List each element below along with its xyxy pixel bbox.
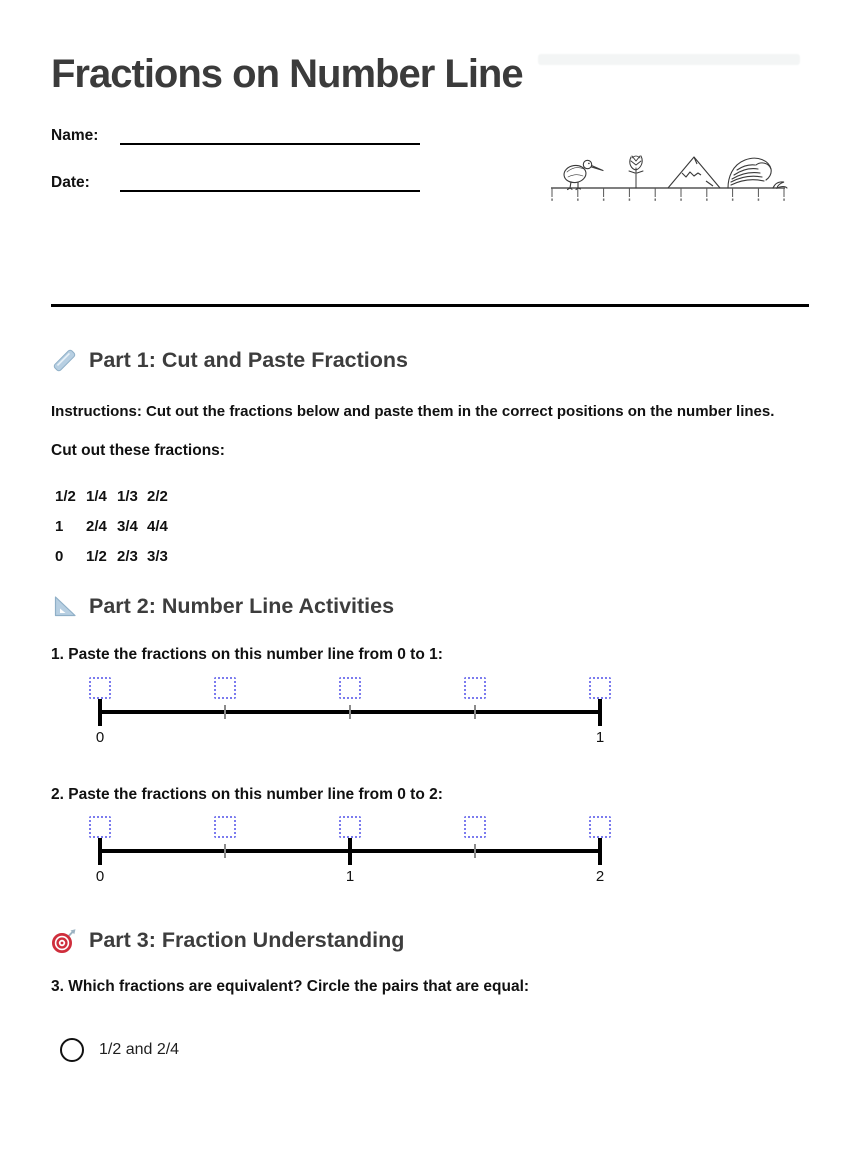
paste-slot[interactable] [464, 677, 486, 699]
tick-minor [474, 705, 476, 719]
paste-slot[interactable] [464, 816, 486, 838]
fraction-cell: 3/3 [147, 548, 168, 565]
paste-slot[interactable] [89, 816, 111, 838]
tick-major [598, 699, 602, 726]
wave-icon [728, 158, 787, 188]
option-circle[interactable] [60, 1038, 84, 1062]
number-line-0-to-2 [95, 816, 605, 886]
tick-major [598, 838, 602, 865]
fraction-cell: 1 [55, 518, 64, 535]
tick-minor [224, 705, 226, 719]
date-input-line[interactable] [120, 170, 420, 192]
tick-label: 2 [595, 868, 605, 885]
tick-minor [224, 844, 226, 858]
fraction-cell: 4/4 [147, 518, 168, 535]
tick-label: 0 [95, 729, 105, 746]
fraction-cell: 1/3 [117, 488, 138, 505]
tick-major [98, 838, 102, 865]
tree-icon [629, 156, 643, 188]
name-input-line[interactable] [120, 123, 420, 145]
fraction-cell: 2/2 [147, 488, 168, 505]
set-square-icon [51, 593, 78, 620]
fraction-cell: 1/2 [86, 548, 107, 565]
tiny-tick-labels [551, 199, 785, 201]
faded-strip [538, 54, 800, 65]
number-line-illustration [548, 148, 788, 202]
section-divider [51, 304, 809, 307]
tick-major [98, 699, 102, 726]
cut-fractions-label: Cut out these fractions: [51, 442, 225, 459]
fraction-cell: 3/4 [117, 518, 138, 535]
tick-label: 1 [595, 729, 605, 746]
dart-target-icon [51, 927, 78, 954]
paste-slot[interactable] [339, 816, 361, 838]
fraction-cell: 0 [55, 548, 64, 565]
part3-heading [51, 927, 809, 954]
equivalent-option-row[interactable] [51, 1038, 809, 1062]
tick-label: 0 [95, 868, 105, 885]
name-label: Name: [51, 127, 99, 144]
paste-slot[interactable] [589, 677, 611, 699]
paste-slot[interactable] [89, 677, 111, 699]
paste-slot[interactable] [339, 677, 361, 699]
tick-minor [474, 844, 476, 858]
tick-label: 1 [345, 868, 355, 885]
option-label: 1/2 and 2/4 [99, 1041, 180, 1058]
part1-instructions: Instructions: Cut out the fractions below and paste them in the correct positions on the number lines. [51, 403, 775, 420]
number-line-0-to-1 [95, 677, 605, 747]
fraction-cutout-table [51, 482, 809, 572]
name-field-row [51, 123, 809, 145]
question-2: 2. Paste the fractions on this number line from 0 to 2: [51, 786, 443, 803]
question-1: 1. Paste the fractions on this number line from 0 to 1: [51, 646, 443, 663]
paste-slot[interactable] [589, 816, 611, 838]
mountain-icon [668, 157, 720, 188]
ruler-icon [51, 347, 78, 374]
kiwi-bird-icon [563, 160, 603, 189]
paste-slot[interactable] [214, 816, 236, 838]
part2-heading [51, 593, 809, 620]
part2-heading-text: Part 2: Number Line Activities [89, 594, 395, 618]
paste-slot[interactable] [214, 677, 236, 699]
part1-heading [51, 347, 809, 374]
fraction-cell: 2/3 [117, 548, 138, 565]
part1-heading-text: Part 1: Cut and Paste Fractions [89, 348, 408, 372]
page-title: Fractions on Number Line [51, 52, 523, 96]
fraction-cell: 2/4 [86, 518, 107, 535]
tick-major [348, 838, 352, 865]
date-label: Date: [51, 174, 90, 191]
ruler-ticks [552, 188, 784, 197]
tick-minor [349, 705, 351, 719]
part3-heading-text: Part 3: Fraction Understanding [89, 928, 405, 952]
question-3: 3. Which fractions are equivalent? Circle the pairs that are equal: [51, 978, 530, 995]
fraction-cell: 1/4 [86, 488, 107, 505]
fraction-cell: 1/2 [55, 488, 76, 505]
